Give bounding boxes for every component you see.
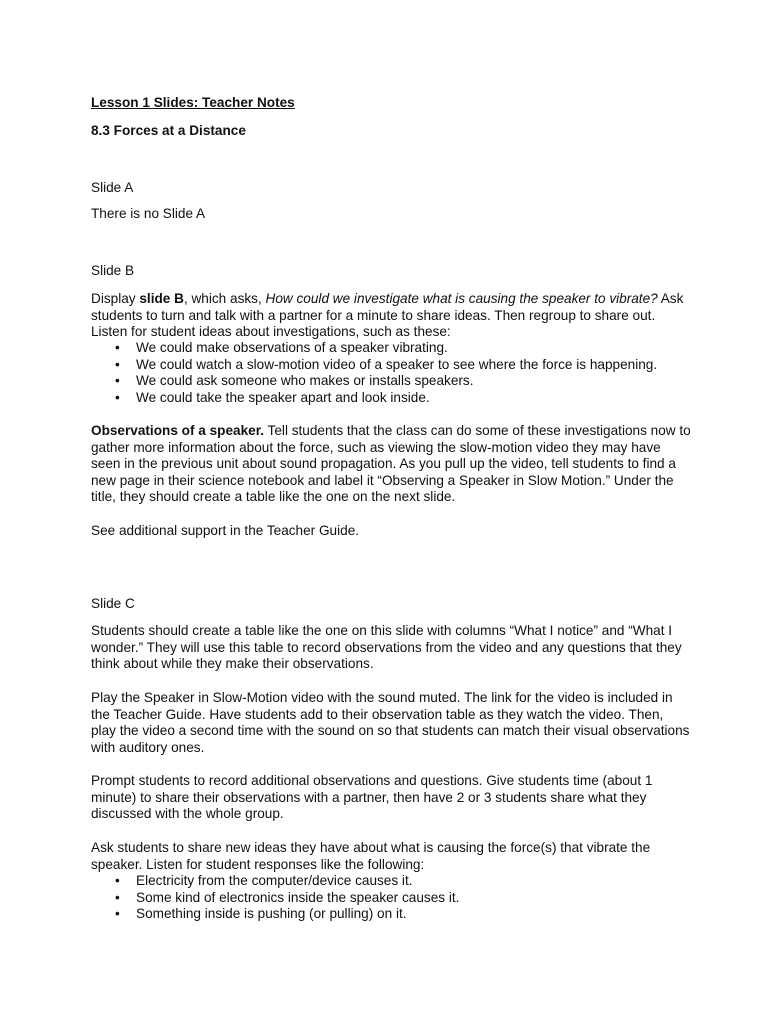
document-subtitle: 8.3 Forces at a Distance xyxy=(91,123,246,138)
observations-text: Tell students that the class can do some of these investigations now to gather more information about the force, such as viewing the slow-motion video they may have seen in the previous unit about sound propagation. As you pull up the video, tell students to find a new page in their science notebook and label it “Observing a Speaker in Slow Motion.” Under the title, they should create a table like the one on the next slide. xyxy=(91,423,691,505)
list-item: • Some kind of electronics inside the speaker causes it. xyxy=(91,890,691,907)
support-note: See additional support in the Teacher Guide. xyxy=(91,523,360,538)
list-item: • Something inside is pushing (or pulling) on it. xyxy=(91,906,691,923)
slide-b-bullet-list xyxy=(91,340,691,406)
list-item: • Electricity from the computer/device causes it. xyxy=(91,873,691,890)
list-item: • We could ask someone who makes or installs speakers. xyxy=(91,373,691,390)
slide-c-bullet-list xyxy=(91,873,691,923)
slide-b-intro xyxy=(91,291,691,341)
slide-a-label: Slide A xyxy=(91,180,134,195)
slide-c-paragraph: Play the Speaker in Slow-Motion video with the sound muted. The link for the video is included in the Teacher Guide. Have students add to their observation table as they watch the video. Then, play the video a second time with the sound on so that students can match their visual observations with auditory ones. xyxy=(91,690,690,755)
slide-reference: slide B xyxy=(139,291,184,306)
slide-c-label: Slide C xyxy=(91,596,135,611)
document-title: Lesson 1 Slides: Teacher Notes xyxy=(91,95,295,110)
observations-paragraph xyxy=(91,423,691,506)
slide-a-text: There is no Slide A xyxy=(91,206,206,221)
list-item: • We could make observations of a speaker vibrating. xyxy=(91,340,691,357)
driving-question: How could we investigate what is causing the speaker to vibrate? xyxy=(265,291,658,306)
list-item: • We could take the speaker apart and look inside. xyxy=(91,390,691,407)
list-item: • We could watch a slow-motion video of a speaker to see where the force is happening. xyxy=(91,357,691,374)
slide-c-paragraph: Ask students to share new ideas they have about what is causing the force(s) that vibrate the speaker. Listen for student responses like the following: xyxy=(91,840,651,872)
intro-text: , which asks, xyxy=(183,291,266,306)
intro-text: Ask students to turn and talk with a partner for a minute to share ideas. Then regroup to share out. Listen for student ideas about investigations, such as these: xyxy=(91,291,684,340)
intro-text: Display xyxy=(91,291,140,306)
slide-b-label: Slide B xyxy=(91,263,135,278)
slide-c-paragraph: Students should create a table like the one on this slide with columns “What I notice” and “What I wonder.” They will use this table to record observations from the video and any questions that they think about while they make their observations. xyxy=(91,623,682,672)
slide-c-paragraph: Prompt students to record additional observations and questions. Give students time (about 1 minute) to share their observations with a partner, then have 2 or 3 students share what they discussed with the whole group. xyxy=(91,773,653,822)
observations-heading: Observations of a speaker. xyxy=(91,423,265,438)
